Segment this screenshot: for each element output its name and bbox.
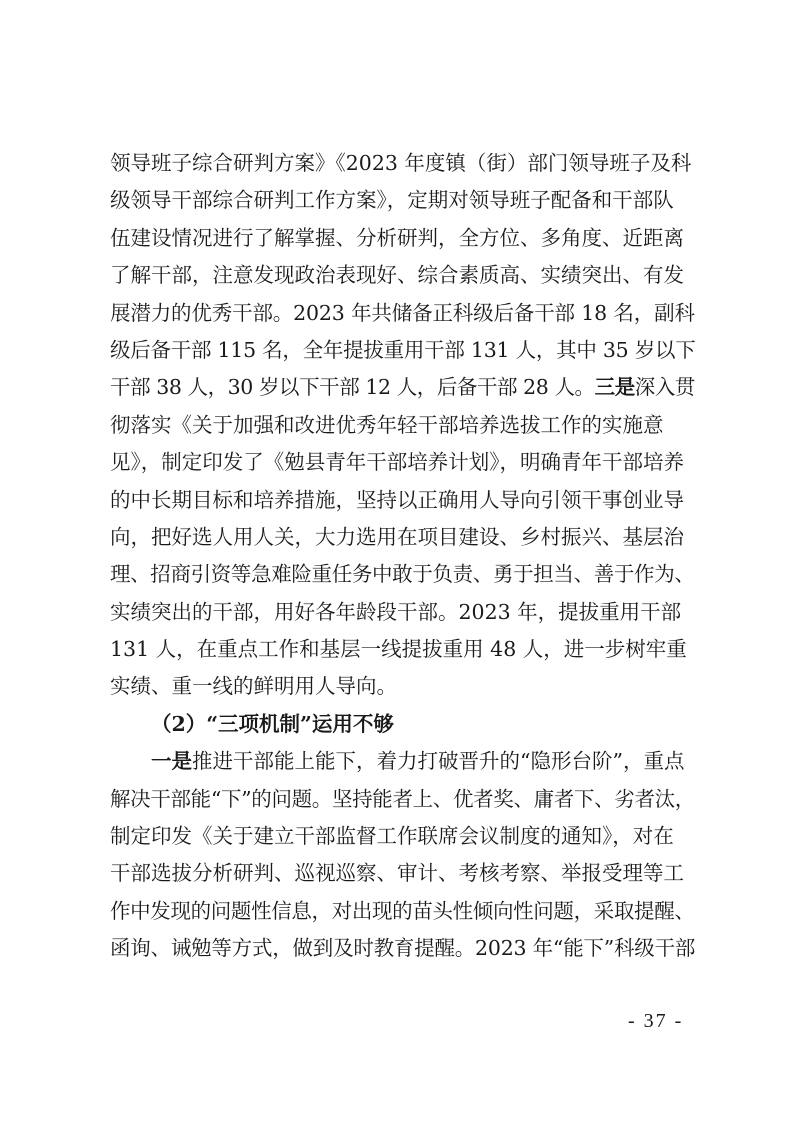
text-line: 实绩、重一线的鲜明用人导向。 <box>110 674 397 699</box>
text-line: 干部选拔分析研判、巡视巡察、审计、考核考察、举报受理等工 <box>110 861 684 886</box>
section-heading: （2）“三项机制”运用不够 <box>151 711 394 736</box>
text-line: 见》，制定印发了《勉县青年干部培养计划》，明确青年干部培养 <box>110 450 684 475</box>
text-line: 展潜力的优秀干部。2023 年共储备正科级后备干部 18 名，副科 <box>110 300 695 325</box>
text-line: 解决干部能“下”的问题。坚持能者上、优者奖、庸者下、劣者汰， <box>110 786 695 811</box>
text-line: 实绩突出的干部，用好各年龄段干部。2023 年，提拔重用干部 <box>110 599 682 624</box>
text-line: 级后备干部 115 名，全年提拔重用干部 131 人，其中 35 岁以下 <box>110 337 696 362</box>
text-segment: 推进干部能上能下，着力打破晋升的“隐形台阶”，重点 <box>192 749 685 774</box>
page-number: - 37 - <box>628 1010 684 1032</box>
body-text <box>110 145 695 968</box>
text-line: 伍建设情况进行了解掌握、分析研判，全方位、多角度、近距离 <box>110 225 684 250</box>
text-line: 了解干部，注意发现政治表现好、综合素质高、实绩突出、有发 <box>110 263 684 288</box>
text-line <box>110 743 695 780</box>
text-line <box>110 369 695 406</box>
text-segment: 深入贯 <box>634 375 695 400</box>
text-segment: 干部 38 人，30 岁以下干部 12 人，后备干部 28 人。 <box>110 375 595 400</box>
text-line: 131 人，在重点工作和基层一线提拔重用 48 人，进一步树牢重 <box>110 637 687 662</box>
text-line: 向，把好选人用人关，大力选用在项目建设、乡村振兴、基层治 <box>110 524 684 549</box>
text-line: 函询、诫勉等方式，做到及时教育提醒。2023 年“能下”科级干部 <box>110 936 696 961</box>
emphasis-third: 三是 <box>594 375 635 400</box>
text-line: 彻落实《关于加强和改进优秀年轻干部培养选拔工作的实施意 <box>110 412 664 437</box>
text-line: 作中发现的问题性信息，对出现的苗头性倾向性问题，采取提醒、 <box>110 898 695 923</box>
emphasis-first: 一是 <box>151 749 192 774</box>
text-line: 级领导干部综合研判工作方案》，定期对领导班子配备和干部队 <box>110 188 674 213</box>
text-line: 领导班子综合研判方案》《2023 年度镇（街）部门领导班子及科 <box>110 151 692 175</box>
text-line: 理、招商引资等急难险重任务中敢于负责、勇于担当、善于作为、 <box>110 562 695 587</box>
text-line: 制定印发《关于建立干部监督工作联席会议制度的通知》，对在 <box>110 824 674 849</box>
text-line: 的中长期目标和培养措施，坚持以正确用人导向引领干事创业导 <box>110 487 684 512</box>
